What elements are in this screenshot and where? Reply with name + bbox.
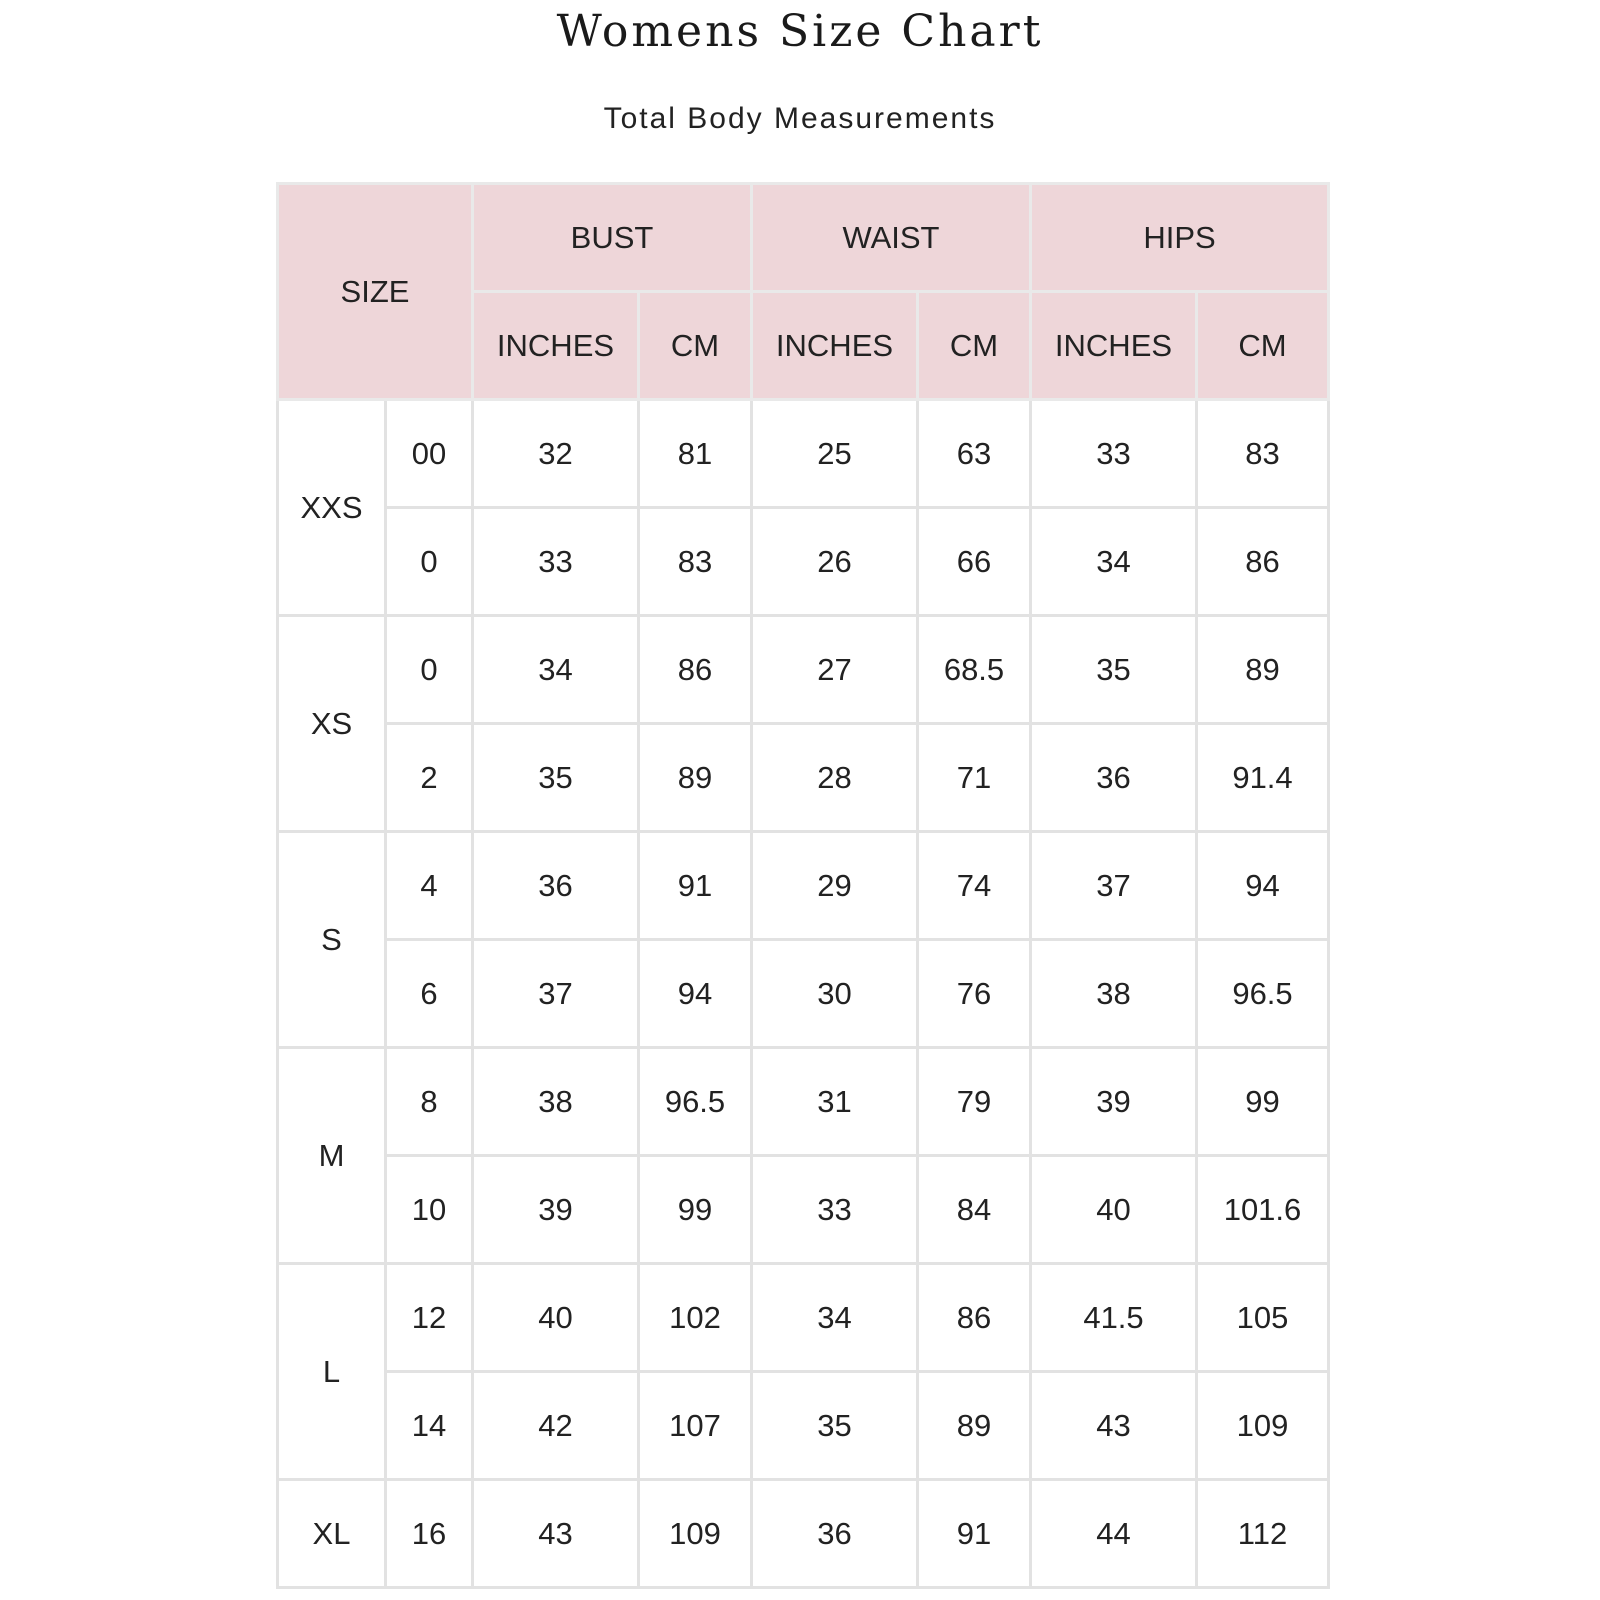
hips-cm-cell: 86: [1197, 508, 1329, 616]
bust-inches-cell: 32: [473, 400, 639, 508]
hips-inches-cell: 35: [1031, 616, 1197, 724]
header-row-groups: [278, 184, 1329, 292]
size-label-cell: S: [278, 832, 386, 1048]
bust-cm-cell: 91: [639, 832, 752, 940]
waist-cm-cell: 89: [918, 1372, 1031, 1480]
bust-inches-cell: 33: [473, 508, 639, 616]
hips-inches-cell: 33: [1031, 400, 1197, 508]
bust-cm-cell: 102: [639, 1264, 752, 1372]
bust-inches-cell: 34: [473, 616, 639, 724]
waist-inches-cell: 33: [752, 1156, 918, 1264]
waist-cm-cell: 63: [918, 400, 1031, 508]
hips-cm-cell: 91.4: [1197, 724, 1329, 832]
size-label-cell: M: [278, 1048, 386, 1264]
hips-cm-cell: 89: [1197, 616, 1329, 724]
size-label-cell: XXS: [278, 400, 386, 616]
bust-cm-cell: 96.5: [639, 1048, 752, 1156]
table-row: [278, 400, 1329, 508]
hips-inches-cell: 40: [1031, 1156, 1197, 1264]
waist-cm-cell: 86: [918, 1264, 1031, 1372]
numeric-size-cell: 2: [386, 724, 473, 832]
table-row: [278, 1264, 1329, 1372]
size-label-cell: XS: [278, 616, 386, 832]
hips-inches-cell: 44: [1031, 1480, 1197, 1588]
waist-cm-cell: 91: [918, 1480, 1031, 1588]
header-waist-cm: CM: [918, 292, 1031, 400]
header-waist-inches: INCHES: [752, 292, 918, 400]
bust-cm-cell: 94: [639, 940, 752, 1048]
header-hips: HIPS: [1031, 184, 1329, 292]
hips-cm-cell: 96.5: [1197, 940, 1329, 1048]
numeric-size-cell: 00: [386, 400, 473, 508]
numeric-size-cell: 4: [386, 832, 473, 940]
bust-inches-cell: 42: [473, 1372, 639, 1480]
header-bust: BUST: [473, 184, 752, 292]
size-label-cell: L: [278, 1264, 386, 1480]
table-row: [278, 724, 1329, 832]
header-hips-cm: CM: [1197, 292, 1329, 400]
waist-inches-cell: 28: [752, 724, 918, 832]
bust-cm-cell: 109: [639, 1480, 752, 1588]
numeric-size-cell: 12: [386, 1264, 473, 1372]
bust-inches-cell: 43: [473, 1480, 639, 1588]
bust-cm-cell: 83: [639, 508, 752, 616]
table-row: [278, 1372, 1329, 1480]
table-row: [278, 1048, 1329, 1156]
hips-inches-cell: 41.5: [1031, 1264, 1197, 1372]
bust-inches-cell: 37: [473, 940, 639, 1048]
numeric-size-cell: 14: [386, 1372, 473, 1480]
size-chart-table: [276, 182, 1330, 1589]
numeric-size-cell: 8: [386, 1048, 473, 1156]
numeric-size-cell: 0: [386, 508, 473, 616]
table-row: [278, 508, 1329, 616]
waist-cm-cell: 68.5: [918, 616, 1031, 724]
bust-inches-cell: 38: [473, 1048, 639, 1156]
table-header: [278, 184, 1329, 400]
table-row: [278, 1156, 1329, 1264]
waist-cm-cell: 71: [918, 724, 1031, 832]
waist-cm-cell: 76: [918, 940, 1031, 1048]
hips-inches-cell: 37: [1031, 832, 1197, 940]
hips-inches-cell: 43: [1031, 1372, 1197, 1480]
hips-cm-cell: 101.6: [1197, 1156, 1329, 1264]
table-row: [278, 832, 1329, 940]
bust-inches-cell: 36: [473, 832, 639, 940]
header-bust-cm: CM: [639, 292, 752, 400]
numeric-size-cell: 6: [386, 940, 473, 1048]
bust-inches-cell: 40: [473, 1264, 639, 1372]
hips-cm-cell: 83: [1197, 400, 1329, 508]
header-size: SIZE: [278, 184, 473, 400]
numeric-size-cell: 16: [386, 1480, 473, 1588]
table-row: [278, 940, 1329, 1048]
waist-inches-cell: 36: [752, 1480, 918, 1588]
numeric-size-cell: 0: [386, 616, 473, 724]
hips-cm-cell: 109: [1197, 1372, 1329, 1480]
page-subtitle: Total Body Measurements: [603, 102, 997, 135]
bust-inches-cell: 35: [473, 724, 639, 832]
header-waist: WAIST: [752, 184, 1031, 292]
bust-cm-cell: 107: [639, 1372, 752, 1480]
waist-cm-cell: 66: [918, 508, 1031, 616]
hips-inches-cell: 36: [1031, 724, 1197, 832]
page-title: Womens Size Chart: [556, 6, 1044, 57]
table-row: [278, 616, 1329, 724]
header-bust-inches: INCHES: [473, 292, 639, 400]
hips-cm-cell: 94: [1197, 832, 1329, 940]
hips-inches-cell: 39: [1031, 1048, 1197, 1156]
waist-inches-cell: 35: [752, 1372, 918, 1480]
bust-inches-cell: 39: [473, 1156, 639, 1264]
hips-inches-cell: 34: [1031, 508, 1197, 616]
waist-inches-cell: 34: [752, 1264, 918, 1372]
bust-cm-cell: 89: [639, 724, 752, 832]
waist-inches-cell: 26: [752, 508, 918, 616]
hips-cm-cell: 105: [1197, 1264, 1329, 1372]
bust-cm-cell: 86: [639, 616, 752, 724]
waist-inches-cell: 30: [752, 940, 918, 1048]
numeric-size-cell: 10: [386, 1156, 473, 1264]
waist-inches-cell: 31: [752, 1048, 918, 1156]
hips-inches-cell: 38: [1031, 940, 1197, 1048]
waist-inches-cell: 27: [752, 616, 918, 724]
table-row: [278, 1480, 1329, 1588]
bust-cm-cell: 81: [639, 400, 752, 508]
hips-cm-cell: 99: [1197, 1048, 1329, 1156]
waist-cm-cell: 84: [918, 1156, 1031, 1264]
size-label-cell: XL: [278, 1480, 386, 1588]
table-body: [278, 400, 1329, 1588]
waist-inches-cell: 29: [752, 832, 918, 940]
waist-cm-cell: 79: [918, 1048, 1031, 1156]
bust-cm-cell: 99: [639, 1156, 752, 1264]
waist-cm-cell: 74: [918, 832, 1031, 940]
hips-cm-cell: 112: [1197, 1480, 1329, 1588]
header-hips-inches: INCHES: [1031, 292, 1197, 400]
waist-inches-cell: 25: [752, 400, 918, 508]
